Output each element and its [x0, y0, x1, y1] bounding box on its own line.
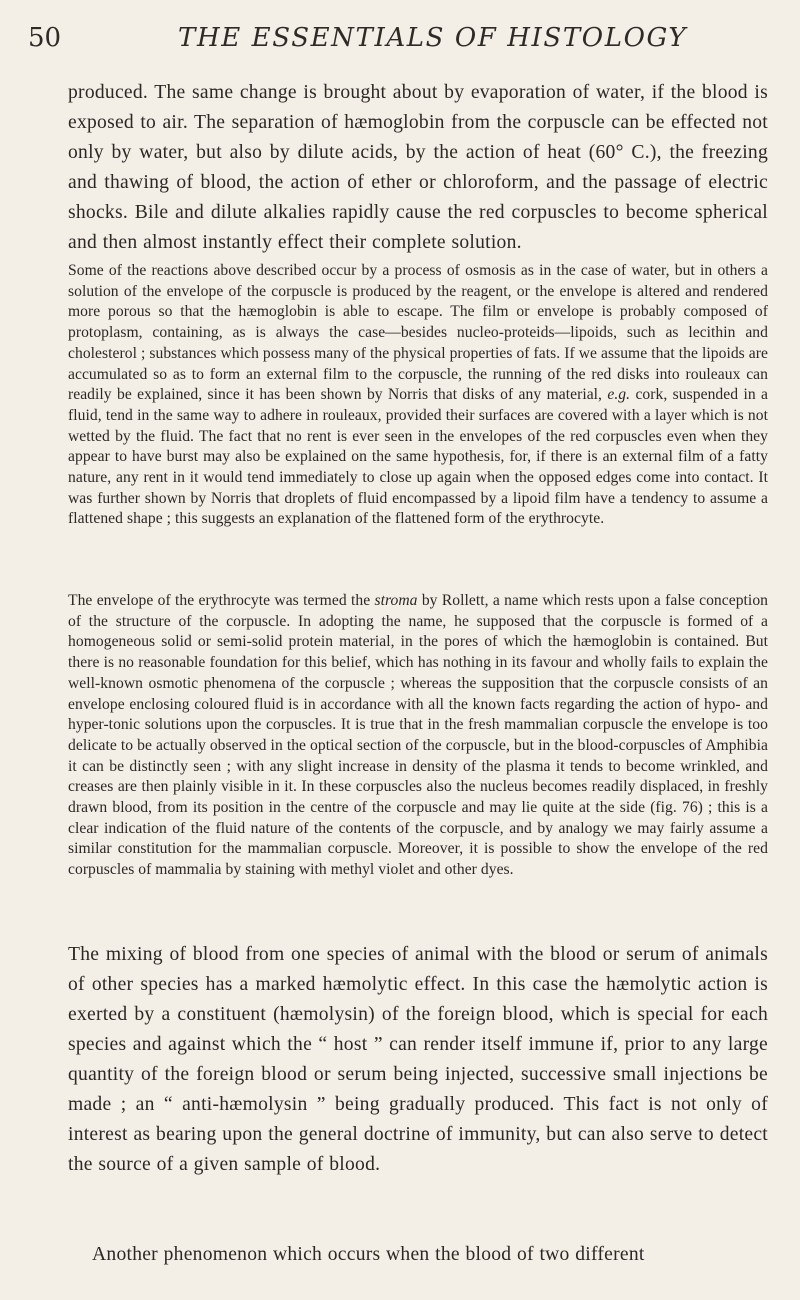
paragraph-stroma-text-b: by Rollett, a name which rests upon a false conception of the structure of the corpuscle. In adopting the name, he supposed that the corpuscle is formed of a homogeneous solid or semi-solid protein material, in the pores of which the hæmoglobin is contained. But there is no reasonable foundation for this belief, which has nothing in its favour and wholly fails to explain the well-known osmotic phenomena of the corpuscle ; whereas the supposition that the corpuscle consists of an envelope enclosing coloured fluid is in accordance with all the known facts regarding the action of hypo- and hyper-tonic solutions upon the corpuscles. It is true that in the fresh mammalian corpuscle the envelope is too delicate to be actually observed in the optical section of the corpuscle, but in the blood-corpuscles of Amphibia it can be distinctly seen ; with any slight increase in density of the plasma it tends to become wrinkled, and creases are then plainly visible in it. In these corpuscles also the nucleus becomes readily displaced, in freshly drawn blood, from its position in the centre of the corpuscle and may lie quite at the side (fig. 76) ; this is a clear indication of the fluid nature of the contents of the corpuscle, and by analogy we may fairly assume a similar constitution for the mammalian corpuscle. Moreover, it is possible to show the envelope of the red corpuscles of mammalia by staining with methyl violet and other dyes. — [68, 592, 769, 879]
paragraph-haemolytic-effect: The mixing of blood from one species of animal with the blood or serum of animals of other species has a marked hæmolytic effect. In this case the hæmolytic action is exerted by a constituent (hæmolysin) of the foreign blood, which is special for each species and against which the “ host ” can render itself immune if, prior to any large quantity of the foreign blood or serum being injected, successive small injections be made ; an “ anti-hæmolysin ” being gradually produced. This fact is not only of interest as bearing upon the general doctrine of immunity, but can also serve to detect the source of a given sample of blood. — [68, 944, 768, 1175]
paragraph-osmosis-lipoids — [68, 261, 768, 530]
paragraph-stroma — [68, 591, 768, 881]
page-number: 50 — [28, 23, 62, 53]
paragraph-another-phenomenon: Another phenomenon which occurs when the blood of two different — [92, 1244, 645, 1265]
paragraph-osmosis-text-a: Some of the reactions above described occur by a process of osmosis as in the case of water, but in others a solution of the envelope of the corpuscle is produced by the reagent, or the envelope is altered and rendered more porous so that the hæmoglobin is able to escape. The film or envelope is probably composed of protoplasm, containing, as is always the case—besides nucleo-proteids—lipoids, such as lecithin and cholesterol ; substances which possess many of the physical properties of fats. If we assume that the lipoids are accumulated so as to form an external film to the corpuscle, the running of the red disks into rouleaux can readily be explained, since it has been shown by Norris that disks of any material, — [68, 262, 768, 404]
eg-abbreviation: e.g. — [607, 386, 631, 404]
page-header — [28, 20, 772, 56]
paragraph-stroma-text-a: The envelope of the erythrocyte was termed the — [68, 592, 375, 609]
stroma-term: stroma — [374, 592, 418, 609]
paragraph-hemoglobin-separation: produced. The same change is brought about by evaporation of water, if the blood is exposed to air. The separation of hæmoglobin from the corpuscle can be effected not only by water, but also by dilute acids, by the action of heat (60° C.), the freezing and thawing of blood, the action of ether or chloroform, and the passage of electric shocks. Bile and dilute alkalies rapidly cause the red corpuscles to become spherical and then almost instantly effect their complete solution. — [68, 82, 768, 253]
running-title: THE ESSENTIALS OF HISTOLOGY — [178, 23, 688, 53]
paragraph-osmosis-text-b: cork, suspended in a fluid, tend in the same way to adhere in rouleaux, provided their surfaces are covered with a layer which is not wetted by the fluid. The fact that no rent is ever seen in the envelopes of the red corpuscles even when they appear to have burst may also be explained on the same hypothesis, for, if there is an external film of a fatty nature, any rent in it would tend immediately to close up again when the opposed edges come into contact. It was further shown by Norris that droplets of fluid encompassed by a lipoid film have a tendency to assume a flattened shape ; this suggests an explanation of the flattened form of the erythrocyte. — [68, 386, 768, 528]
